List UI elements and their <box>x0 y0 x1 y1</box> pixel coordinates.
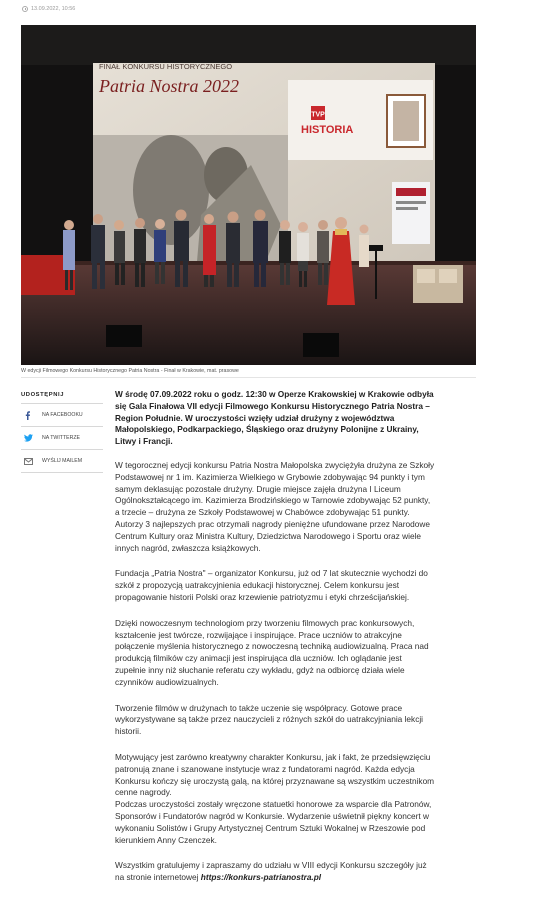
facebook-icon <box>21 411 42 420</box>
article-paragraph: Fundacja „Patria Nostra" – organizator Konkursu, już od 7 lat skutecznie wychodzi do szkół z propozycją uatrakcyjnienia edukacji historycznej. Celem konkursu jest propagowanie historii Polski oraz krzewienie patriotyzmu i etyki chrześcijańskiej. <box>115 568 428 602</box>
share-twitter-label: NA TWITTERZE <box>42 435 80 441</box>
article-paragraph: W tegorocznej edycji konkursu Patria Nostra Małopolska zwyciężyła drużyna ze Szkoły Podstawowej nr 1 im. Kazimierza Wielkiego w Grybowie zdobywając 94 punkty i tym samym deklasując pozostałe drużyny. Drugie miejsce zajęła drużyna I Liceum Ogólnokształcącego im. Kazimierza Brodzińskiego w Tarnowie zdobywając 52 punkty, a trzecie – drużyna ze Szkoły Podstawowej w Chabówce zdobywając 51 punkty. Autorzy 3 najlepszych prac otrzymali nagrody pieniężne ufundowane przez Narodowe Centrum Kultury oraz Ministra Kultury, Dziedzictwa Narodowego i Sportu oraz wiele innych nagród, zwłaszcza książkowych. <box>115 459 435 553</box>
divider <box>21 377 476 378</box>
banner-subtitle: FINAŁ KONKURSU HISTORYCZNEGO <box>99 62 233 71</box>
article-paragraph: Motywujący jest zarówno kreatywny charakter Konkursu, jak i fakt, że przedsięwzięciu patronują znane i szanowane instytucje wraz z fundatorami nagród. Każda edycja Konkursu kończy się uroczystą galą, na której przyznawane są wszystkim uczestnikom cenne nagrody. <box>115 751 435 798</box>
publish-date <box>22 6 75 12</box>
share-panel <box>21 392 103 473</box>
article-body <box>115 389 435 898</box>
share-mail-label: WYŚLIJ MAILEM <box>42 458 83 464</box>
article-paragraph: Tworzenie filmów w drużynach to także uczenie się współpracy. Gotowe prace wykorzystywane są także przez nauczycieli z różnych szkół do uatrakcyjniania lekcji historii. <box>115 702 424 737</box>
tvp-logo: TVP <box>311 111 325 119</box>
article-photo <box>21 25 476 365</box>
article-lead: W środę 07.09.2022 roku o godz. 12:30 w Operze Krakowskiej w Krakowie odbyła się Gala Finałowa VII edycji Filmowego Konkursu Historycznego Patria Nostra – Region Południe. W uroczystości wzięły udział drużyny z województwa Małopolskiego, Podkarpackiego, Śląskiego oraz drużyny Polonijne z Ukrainy, Litwy i Francji. <box>115 389 434 447</box>
share-mail-button[interactable] <box>21 450 103 473</box>
photo-caption: W edycji Filmowego Konkursu Historycznego Patria Nostra - Finał w Krakowie, mat. prasowe <box>21 368 239 374</box>
tvp-channel: HISTORIA <box>301 124 354 136</box>
share-facebook-label: NA FACEBOOKU <box>42 412 83 418</box>
share-facebook-button[interactable] <box>21 404 103 427</box>
share-twitter-button[interactable] <box>21 427 103 450</box>
clock-icon <box>22 6 28 12</box>
share-title: UDOSTĘPNIJ <box>21 392 103 404</box>
article-closing <box>115 860 435 884</box>
banner-title: Patria Nostra 2022 <box>99 76 240 96</box>
publish-date-text: 13.09.2022, 10:56 <box>31 6 76 12</box>
article-paragraph: Podczas uroczystości zostały wręczone statuetki honorowe za wsparcie dla Patronów, Sponsorów i Fundatorów nagród w Konkursie. Wydarzenie uświetnił piękny koncert w wykonaniu Solistów i Grupy Artystycznej Centrum Sztuki Wokalnej w Rzeszowie pod kierunkiem Anny Czenczek. <box>115 799 432 845</box>
contest-website-link[interactable]: https://konkurs-patrianostra.pl <box>200 872 322 883</box>
stage-photo <box>21 25 476 365</box>
twitter-icon <box>21 434 42 442</box>
article-paragraph: Dzięki nowoczesnym technologiom przy tworzeniu filmowych prac konkursowych, kształcenie jest twórcze, rozwijające i inspirujące. Prace uczniów to atrakcyjne połączenie myślenia historycznego z nowoczesną techniką audiowizualną. Praca nad produkcją filmików czy animacji jest inspirująca dla uczniów. Ich oglądanie jest zupełnie inny niż słuchanie referatu czy wykładu, gdyż na odbiorcę działa wiele czynników audiowizualnych. <box>115 617 429 687</box>
closing-text: Wszystkim gratulujemy i zapraszamy do udziału w VIII edycji Konkursu szczegóły już na stronie internetowej <box>115 860 427 883</box>
mail-icon <box>21 458 42 465</box>
